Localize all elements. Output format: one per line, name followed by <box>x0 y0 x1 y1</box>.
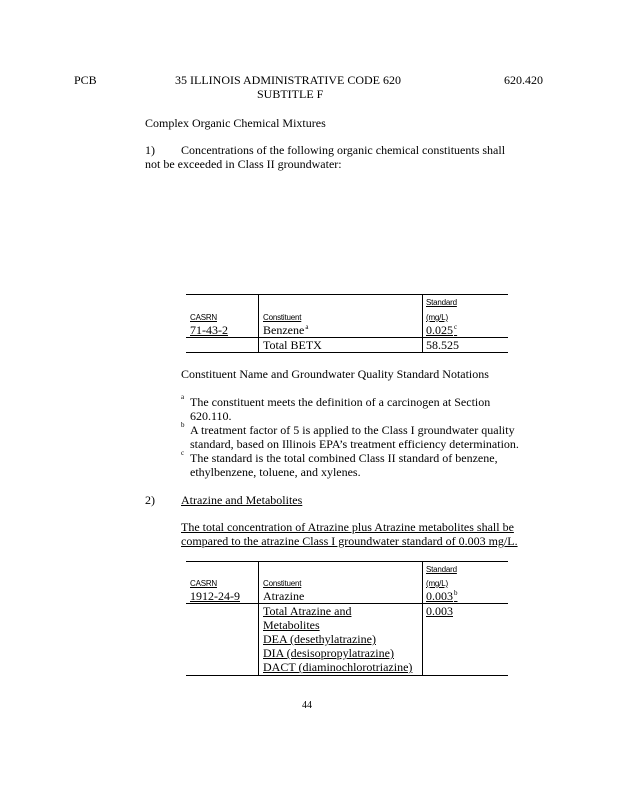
item2-title: Atrazine and Metabolites <box>181 493 303 507</box>
item1-text-line2: not be exceeded in Class II groundwater: <box>145 157 342 171</box>
table1-header-casrn: CASRN <box>190 313 218 322</box>
page-number: 44 <box>302 700 312 711</box>
table2-row2-line5: DACT (diaminochlorotriazine) <box>263 660 413 674</box>
table2-header-standard: Standard <box>426 565 457 574</box>
notations-title: Constituent Name and Groundwater Quality Standard Notations <box>181 367 489 381</box>
item2-text-line1: The total concentration of Atrazine plus Atrazine metabolites shall be <box>181 520 514 534</box>
header-code-title: 35 ILLINOIS ADMINISTRATIVE CODE 620 <box>175 73 401 87</box>
table1-row1-standard: 0.025$^c$ <box>426 323 458 337</box>
table2-header-units: (mg/L) <box>426 579 448 588</box>
table2-col-divider-1 <box>258 561 259 675</box>
table1-col-divider-2 <box>422 294 423 352</box>
notation-c-line2: ethylbenzene, toluene, and xylenes. <box>190 465 361 479</box>
table2-bottom-rule <box>186 675 508 676</box>
table2-row2-line4: DIA (desisopropylatrazine) <box>263 646 394 660</box>
item1-text-line1: Concentrations of the following organic chemical constituents shall <box>181 143 506 157</box>
table2-row2-line2: Metabolites <box>263 618 320 632</box>
notation-b-line2: standard, based on Illinois EPA’s treatment efficiency determination. <box>190 437 519 451</box>
table1-row1-constituent: Benzene$^a$ <box>263 323 309 337</box>
table2-row1-casrn: 1912-24-9 <box>190 589 240 603</box>
table1-top-rule <box>186 294 508 295</box>
table2-row2-line1: Total Atrazine and <box>263 604 352 618</box>
table1-row2-constituent: Total BETX <box>263 338 322 352</box>
table1-bottom-rule <box>186 352 508 353</box>
item1-number: 1) <box>145 143 155 157</box>
header-left: PCB <box>74 73 97 87</box>
header-section-number: 620.420 <box>504 73 543 87</box>
table2-top-rule <box>186 561 508 562</box>
table1-header-units: (mg/L) <box>426 313 448 322</box>
table2-row2-standard: 0.003 <box>426 604 453 618</box>
notation-a-mark: a <box>181 393 185 401</box>
table2-col-divider-2 <box>422 561 423 675</box>
table2-header-constituent: Constituent <box>263 579 302 588</box>
table1-col-divider-1 <box>258 294 259 352</box>
notation-c-line1: The standard is the total combined Class II standard of benzene, <box>190 451 498 465</box>
table1-header-constituent: Constituent <box>263 313 302 322</box>
item2-number: 2) <box>145 493 155 507</box>
notation-b-line1: A treatment factor of 5 is applied to the Class I groundwater quality <box>190 423 515 437</box>
table2-header-casrn: CASRN <box>190 579 218 588</box>
table1-header-standard: Standard <box>426 298 457 307</box>
notation-c-mark: c <box>181 449 185 457</box>
notation-a-line1: The constituent meets the definition of a carcinogen at Section <box>190 395 491 409</box>
table2-row1-constituent: Atrazine <box>263 589 305 603</box>
item2-text-line2: compared to the atrazine Class I groundwater standard of 0.003 mg/L. <box>181 534 518 548</box>
section-title: Complex Organic Chemical Mixtures <box>145 116 326 130</box>
table2-row2-line3: DEA (desethylatrazine) <box>263 632 376 646</box>
notation-b-mark: b <box>181 421 185 429</box>
notation-a-line2: 620.110. <box>190 409 232 423</box>
table2-row1-standard: 0.003$^b$ <box>426 589 458 603</box>
table1-row2-standard: 58.525 <box>426 338 459 352</box>
table1-row-rule <box>186 337 508 338</box>
header-subtitle: SUBTITLE F <box>257 87 324 101</box>
table1-row1-casrn: 71-43-2 <box>190 323 228 337</box>
